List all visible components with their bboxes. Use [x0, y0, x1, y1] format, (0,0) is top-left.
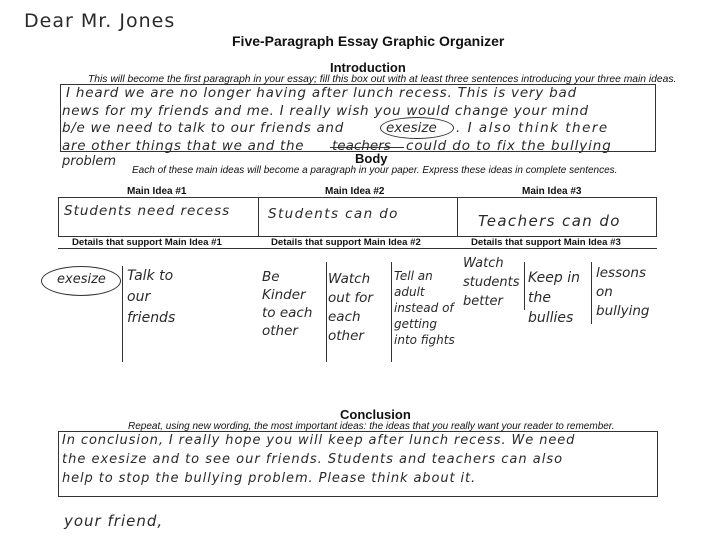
body-instruction: Each of these main ideas will become a paragraph in your paper. Express these ideas in complete sentences.: [132, 165, 618, 176]
detail-1-2: Talk to our friends: [127, 268, 176, 326]
detail-2-1: Be Kinder to each other: [262, 269, 313, 339]
conclusion-line-3: help to stop the bullying problem. Please think about it.: [62, 471, 477, 486]
salutation: Dear Mr. Jones: [24, 10, 176, 32]
main-idea-2-text: Students can do: [268, 206, 399, 222]
conclusion-instruction: Repeat, using new wording, the most important ideas: the ideas that you really want your reader to remember.: [128, 421, 615, 432]
detail-3-3: lessons on bullying: [596, 265, 650, 319]
detail-3-1: Watch students better: [463, 256, 520, 309]
main-idea-1-text: Students need recess: [64, 203, 231, 219]
introduction-line-1: I heard we are no longer having after lunch recess. This is very bad: [66, 85, 577, 101]
main-idea-3-text: Teachers can do: [478, 212, 621, 230]
detail-2-divider-b: [391, 262, 392, 362]
introduction-line-3b: . I also think there: [456, 120, 609, 136]
main-idea-3-label: Main Idea #3: [522, 186, 582, 197]
introduction-line-4a: are other things that we and the: [62, 138, 305, 154]
body-heading: Body: [355, 151, 388, 166]
introduction-line-2: news for my friends and me. I really wish you would change your mind: [62, 103, 589, 119]
conclusion-heading: Conclusion: [340, 407, 411, 422]
conclusion-line-2: the exesize and to see our friends. Students and teachers can also: [62, 452, 564, 467]
page-title: Five-Paragraph Essay Graphic Organizer: [232, 33, 505, 49]
details-2-label: Details that support Main Idea #2: [271, 237, 421, 248]
introduction-heading: Introduction: [330, 60, 406, 75]
details-label-underline: [58, 248, 657, 249]
detail-2-3: Tell an adult instead of getting into fights: [394, 269, 455, 347]
introduction-word-teachers: teachers: [332, 138, 391, 154]
exesize-circle: [380, 117, 454, 139]
detail-3-divider-a: [524, 262, 525, 310]
conclusion-line-1: In conclusion, I really hope you will keep after lunch recess. We need: [62, 433, 576, 448]
detail-2-divider-a: [326, 262, 327, 362]
teachers-strikethrough: [330, 147, 404, 148]
introduction-word-exesize: exesize: [386, 120, 437, 136]
introduction-line-5: problem: [62, 154, 117, 169]
detail-3-2: Keep in the bullies: [528, 270, 581, 326]
introduction-line-3a: b/e we need to talk to our friends and: [62, 120, 344, 136]
detail-3-divider-b: [591, 262, 592, 324]
detail-2-2: Watch out for each other: [328, 271, 373, 344]
detail-1-1: exesize: [57, 272, 106, 287]
closing: your friend,: [64, 512, 164, 530]
main-idea-1-label: Main Idea #1: [127, 186, 187, 197]
introduction-line-4b: could do to fix the bullying: [406, 138, 612, 154]
details-1-label: Details that support Main Idea #1: [72, 237, 222, 248]
detail-1-divider: [122, 266, 123, 362]
introduction-instruction: This will become the first paragraph in your essay; fill this box out with at least three sentences introducing your three main ideas.: [88, 74, 677, 85]
details-3-label: Details that support Main Idea #3: [471, 237, 621, 248]
main-idea-2-label: Main Idea #2: [325, 186, 385, 197]
